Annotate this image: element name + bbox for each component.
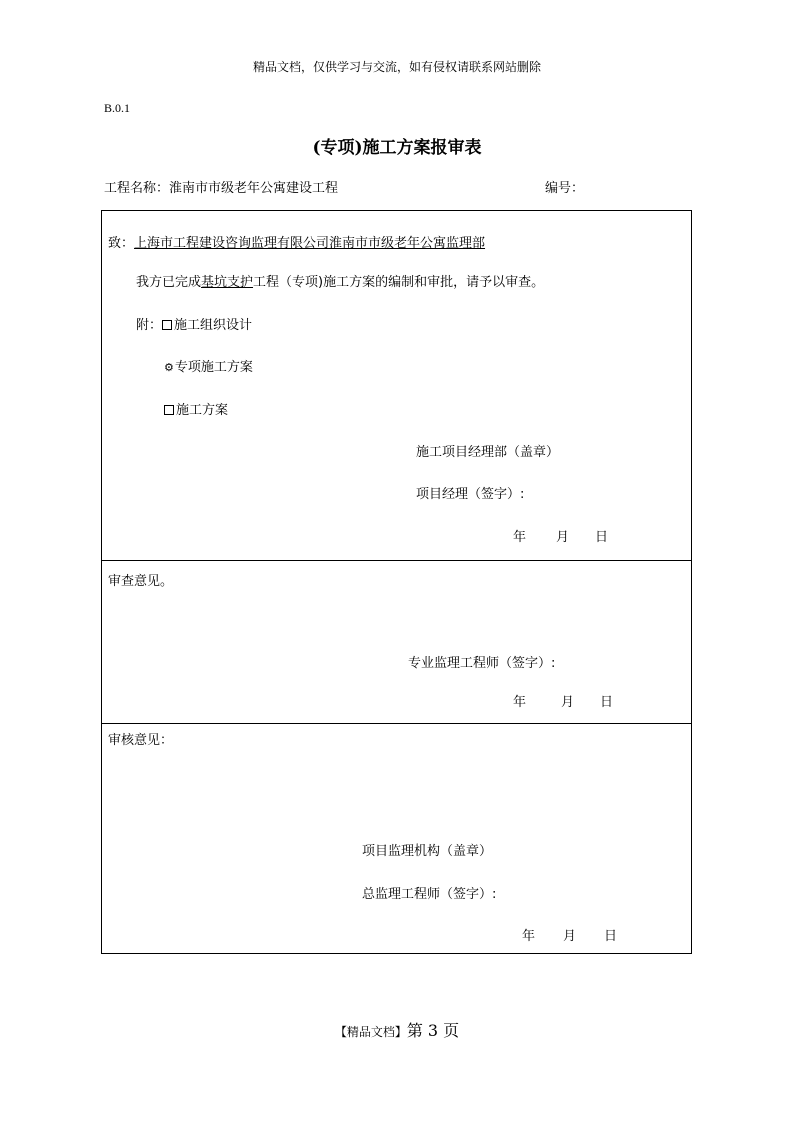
review-opinion-label: 审查意见。 bbox=[108, 574, 174, 589]
supervising-engineer-sign-label: 专业监理工程师（签字）: bbox=[408, 656, 556, 671]
date-day: 日 bbox=[604, 929, 618, 944]
date-day: 日 bbox=[600, 695, 614, 710]
addressee-value: 上海市工程建设咨询监理有限公司淮南市市级老年公寓监理部 bbox=[134, 236, 486, 251]
attachment-line-1 bbox=[136, 314, 252, 333]
statement-prefix: 我方已完成 bbox=[136, 275, 202, 290]
submission-statement bbox=[136, 271, 544, 290]
header-watermark: 精品文档，仅供学习与交流，如有侵权请联系网站删除 bbox=[252, 60, 541, 74]
contractor-stamp-label: 施工项目经理部（盖章） bbox=[416, 445, 560, 460]
attachment-option-2: 专项施工方案 bbox=[174, 360, 253, 375]
date-year: 年 bbox=[513, 695, 527, 710]
project-line bbox=[104, 177, 338, 196]
audit-opinion-label: 审核意见： bbox=[108, 733, 174, 748]
page-footer bbox=[0, 1018, 794, 1041]
attachment-line-3 bbox=[164, 399, 228, 418]
attachment-checkbox-3[interactable] bbox=[164, 405, 174, 415]
approval-form-table bbox=[101, 210, 692, 954]
supervision-agency-stamp-label: 项目监理机构（盖章） bbox=[362, 844, 493, 859]
date-month: 月 bbox=[561, 695, 575, 710]
date-month: 月 bbox=[563, 929, 577, 944]
addressee-label: 致： bbox=[108, 236, 135, 251]
attachment-checkbox-1[interactable] bbox=[162, 320, 172, 330]
attachment-option-1: 施工组织设计 bbox=[174, 318, 253, 333]
form-code: B.0.1 bbox=[104, 101, 131, 115]
section-divider-1 bbox=[102, 560, 691, 561]
section3-date bbox=[522, 925, 617, 944]
addressee-line bbox=[108, 232, 485, 251]
project-name-value: 淮南市市级老年公寓建设工程 bbox=[169, 181, 339, 196]
project-manager-sign-label: 项目经理（签字）: bbox=[416, 487, 525, 502]
attachment-option-3: 施工方案 bbox=[176, 403, 229, 418]
section1-date bbox=[513, 526, 608, 545]
statement-suffix: 工程（专项)施工方案的编制和审批，请予以审查。 bbox=[253, 275, 545, 290]
page-title: (专项)施工方案报审表 bbox=[312, 138, 482, 158]
statement-project: 基坑支护 bbox=[201, 275, 254, 290]
attachment-line-2 bbox=[164, 356, 253, 375]
gear-icon: ⚙ bbox=[164, 361, 174, 374]
date-month: 月 bbox=[556, 530, 570, 545]
project-name-label: 工程名称： bbox=[104, 181, 170, 196]
attachment-label: 附： bbox=[136, 318, 163, 333]
date-year: 年 bbox=[513, 530, 527, 545]
section-divider-2 bbox=[102, 723, 691, 724]
date-day: 日 bbox=[595, 530, 609, 545]
section2-date bbox=[513, 691, 613, 710]
footer-doc-label: 【精品文档】 bbox=[334, 1025, 407, 1039]
chief-engineer-sign-label: 总监理工程师（签字）: bbox=[362, 887, 497, 902]
project-number-label: 编号： bbox=[545, 181, 585, 196]
date-year: 年 bbox=[522, 929, 536, 944]
page-number: 第 3 页 bbox=[406, 1021, 460, 1040]
